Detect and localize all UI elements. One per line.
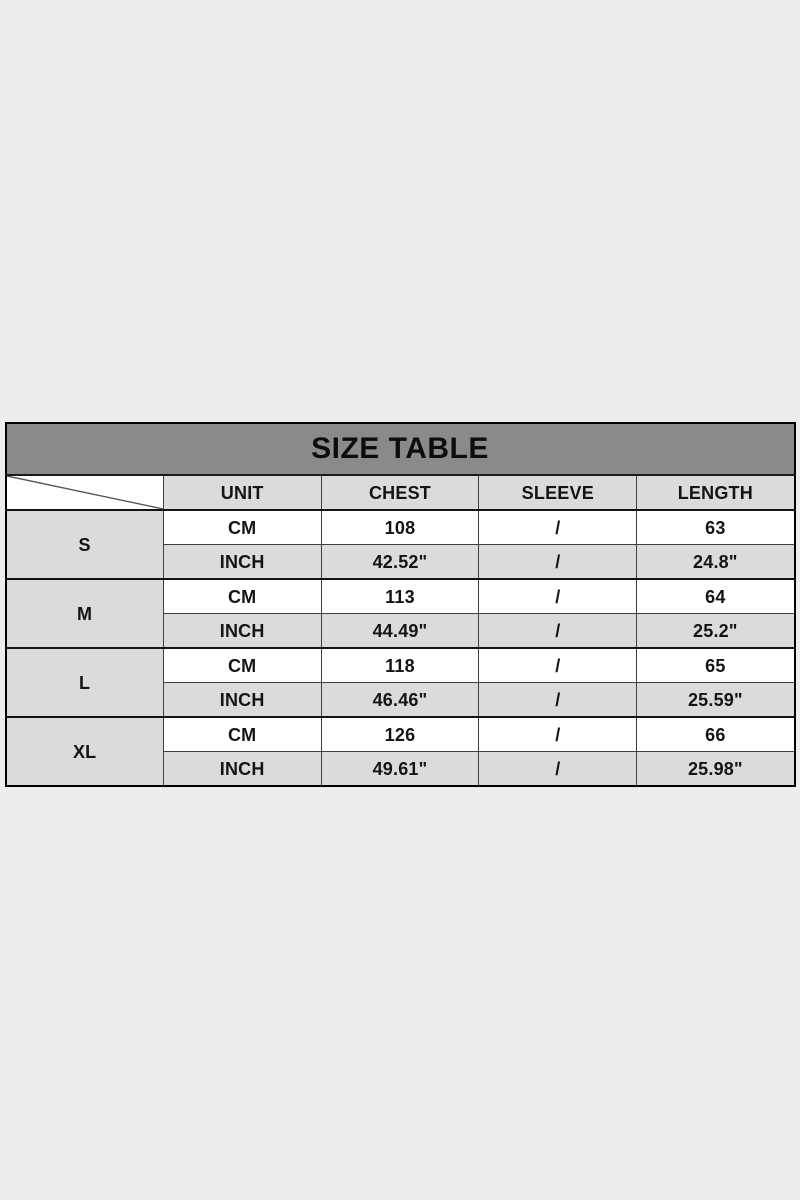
- length-value: 65: [637, 648, 795, 683]
- table-row-xl-cm: [6, 717, 795, 752]
- chest-value: 44.49": [321, 614, 479, 649]
- chest-value: 118: [321, 648, 479, 683]
- chest-value: 113: [321, 579, 479, 614]
- column-header-length: LENGTH: [637, 475, 795, 510]
- sleeve-value: /: [479, 579, 637, 614]
- unit-cell: INCH: [163, 614, 321, 649]
- table-row-l-cm: [6, 648, 795, 683]
- column-header-sleeve: SLEEVE: [479, 475, 637, 510]
- chest-value: 42.52": [321, 545, 479, 580]
- size-table-title: SIZE TABLE: [6, 423, 795, 475]
- size-table: [5, 422, 796, 787]
- unit-cell: INCH: [163, 545, 321, 580]
- length-value: 25.98": [637, 752, 795, 787]
- chest-value: 49.61": [321, 752, 479, 787]
- table-row-s-cm: [6, 510, 795, 545]
- size-label-xl: XL: [6, 717, 164, 786]
- column-header-row: [6, 475, 795, 510]
- length-value: 24.8": [637, 545, 795, 580]
- sleeve-value: /: [479, 614, 637, 649]
- size-label-l: L: [6, 648, 164, 717]
- chest-value: 126: [321, 717, 479, 752]
- length-value: 66: [637, 717, 795, 752]
- sleeve-value: /: [479, 683, 637, 718]
- sleeve-value: /: [479, 510, 637, 545]
- length-value: 64: [637, 579, 795, 614]
- column-header-unit: UNIT: [163, 475, 321, 510]
- unit-cell: INCH: [163, 683, 321, 718]
- unit-cell: CM: [163, 579, 321, 614]
- size-table-title-row: [6, 423, 795, 475]
- column-header-chest: CHEST: [321, 475, 479, 510]
- unit-cell: CM: [163, 648, 321, 683]
- sleeve-value: /: [479, 648, 637, 683]
- diagonal-line-icon: [7, 476, 163, 509]
- diagonal-corner-cell: [6, 475, 164, 510]
- sleeve-value: /: [479, 717, 637, 752]
- size-label-m: M: [6, 579, 164, 648]
- sleeve-value: /: [479, 545, 637, 580]
- unit-cell: INCH: [163, 752, 321, 787]
- unit-cell: CM: [163, 717, 321, 752]
- chest-value: 46.46": [321, 683, 479, 718]
- table-row-m-cm: [6, 579, 795, 614]
- size-label-s: S: [6, 510, 164, 579]
- length-value: 25.2": [637, 614, 795, 649]
- length-value: 25.59": [637, 683, 795, 718]
- sleeve-value: /: [479, 752, 637, 787]
- chest-value: 108: [321, 510, 479, 545]
- unit-cell: CM: [163, 510, 321, 545]
- length-value: 63: [637, 510, 795, 545]
